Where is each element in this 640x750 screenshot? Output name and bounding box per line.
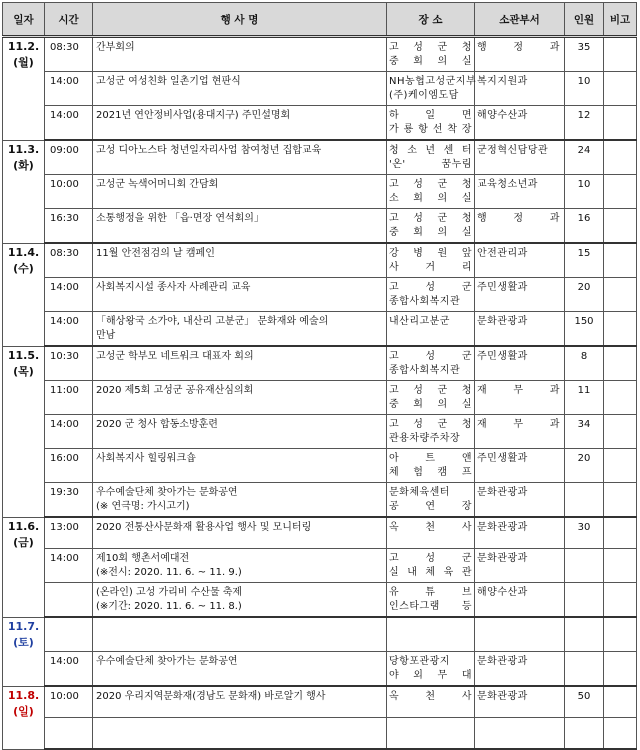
place-cell (387, 209, 475, 244)
dept-cell: 해양수산과 (475, 106, 565, 141)
place-cell-line: 고 성 군 청 (389, 179, 472, 190)
event-cell-line: 2021년 연안정비사업(용대지구) 주민설명회 (96, 110, 291, 121)
time-cell: 14:00 (45, 106, 93, 141)
event-cell-line: 2020 제5회 고성군 공유재산심의회 (96, 385, 254, 396)
count-cell: 8 (565, 346, 604, 381)
place-cell-line: 가 룡 항 선 착 장 (389, 124, 472, 135)
event-cell-line: 사회복지사 힐링워크숍 (96, 453, 196, 464)
time-cell: 10:00 (45, 686, 93, 718)
event-cell (93, 583, 387, 618)
count-cell: 24 (565, 140, 604, 175)
event-cell-line: 고성군 녹색어머니회 간담회 (96, 179, 219, 190)
note-cell (604, 652, 637, 687)
event-cell (93, 278, 387, 312)
note-cell (604, 449, 637, 483)
note-cell (604, 346, 637, 381)
date-cell (3, 37, 45, 141)
dept-cell: 주민생활과 (475, 346, 565, 381)
date-cell (3, 243, 45, 346)
date-line: 11.6. (7, 519, 40, 533)
event-cell (93, 415, 387, 449)
header-event: 행 사 명 (93, 3, 387, 37)
event-cell (93, 72, 387, 106)
event-cell (93, 517, 387, 549)
place-cell (387, 72, 475, 106)
date-line: 11.2. (7, 40, 40, 53)
event-cell (93, 652, 387, 687)
note-cell (604, 243, 637, 278)
count-cell: 15 (565, 243, 604, 278)
place-cell-line: 옥 천 사 (389, 691, 472, 702)
schedule-row (3, 549, 637, 583)
date-line: 11.5. (7, 348, 40, 362)
schedule-row (3, 686, 637, 718)
count-cell (565, 617, 604, 652)
place-cell (387, 175, 475, 209)
count-cell: 12 (565, 106, 604, 141)
count-cell: 50 (565, 686, 604, 718)
dept-cell: 재 무 과 (475, 381, 565, 415)
dept-cell: 문화관광과 (475, 652, 565, 687)
place-cell-line: 체 험 캠 프 (389, 467, 472, 478)
event-cell (93, 312, 387, 347)
event-cell-line: 2020 군 청사 합동소방훈련 (96, 419, 218, 430)
place-cell-line: 중 회 의 실 (389, 56, 472, 67)
note-cell (604, 517, 637, 549)
schedule-row (3, 617, 637, 652)
event-cell-line: 사회복지시설 종사자 사례관리 교육 (96, 282, 251, 293)
date-line: (토) (13, 635, 34, 649)
place-cell-line: 고 성 군 (389, 553, 472, 564)
time-cell: 10:30 (45, 346, 93, 381)
place-cell-line: 당항포관광지 (389, 656, 450, 667)
header-row (3, 3, 637, 37)
dept-cell: 행 정 과 (475, 37, 565, 72)
event-cell-line: 우수예술단체 찾아가는 문화공연 (96, 487, 238, 498)
header-count: 인원 (565, 3, 604, 37)
dept-cell: 주민생활과 (475, 449, 565, 483)
event-cell (93, 37, 387, 72)
event-cell-line: (※전시: 2020. 11. 6. ~ 11. 9.) (96, 567, 242, 578)
place-cell-line: 고 성 군 청 (389, 419, 472, 430)
place-cell-line: 관용차량주차장 (389, 433, 461, 444)
event-cell (93, 209, 387, 244)
schedule-row (3, 72, 637, 106)
count-cell: 150 (565, 312, 604, 347)
event-cell (93, 549, 387, 583)
date-line: 11.8. (7, 688, 40, 702)
note-cell (604, 175, 637, 209)
count-cell: 10 (565, 175, 604, 209)
place-cell (387, 686, 475, 718)
event-cell (93, 686, 387, 718)
place-cell (387, 583, 475, 618)
note-cell (604, 72, 637, 106)
dept-cell: 재 무 과 (475, 415, 565, 449)
header-date: 일자 (3, 3, 45, 37)
date-line: (일) (13, 704, 34, 718)
header-place: 장 소 (387, 3, 475, 37)
header-dept: 소관부서 (475, 3, 565, 37)
dept-cell: 해양수산과 (475, 583, 565, 618)
time-cell: 14:00 (45, 278, 93, 312)
date-cell (3, 517, 45, 617)
place-cell-line: 고 성 군 (389, 282, 472, 293)
time-cell: 16:00 (45, 449, 93, 483)
place-cell-line: 소 회 의 실 (389, 193, 472, 204)
date-line: (월) (13, 56, 34, 69)
event-cell-line: 2020 우리지역문화재(경남도 문화재) 바로알기 행사 (96, 691, 326, 702)
dept-cell: 문화관광과 (475, 549, 565, 583)
event-cell (93, 243, 387, 278)
event-cell-line: 고성 디아노스타 청년일자리사업 참여청년 집합교육 (96, 145, 322, 156)
count-cell: 20 (565, 278, 604, 312)
schedule-row (3, 415, 637, 449)
event-cell-line: 2020 전통산사문화재 활용사업 행사 및 모니터링 (96, 522, 312, 533)
schedule-row (3, 278, 637, 312)
event-cell-line: 「해상왕국 소가야, 내산리 고분군」 문화재와 예술의 (96, 316, 329, 327)
event-cell-line: 11월 안전점검의 날 캠페인 (96, 248, 215, 259)
time-cell: 16:30 (45, 209, 93, 244)
event-cell (93, 106, 387, 141)
schedule-row (3, 140, 637, 175)
schedule-row (3, 175, 637, 209)
place-cell-line: 사 거 리 (389, 262, 472, 273)
dept-cell: 문화관광과 (475, 517, 565, 549)
schedule-row (3, 517, 637, 549)
count-cell: 34 (565, 415, 604, 449)
place-cell-line: 실 내 체 육 관 (389, 567, 472, 578)
time-cell (45, 617, 93, 652)
date-line: (화) (13, 158, 34, 172)
dept-cell: 안전관리과 (475, 243, 565, 278)
place-cell (387, 140, 475, 175)
count-cell: 30 (565, 517, 604, 549)
time-cell: 14:00 (45, 652, 93, 687)
place-cell (387, 517, 475, 549)
schedule-row (3, 243, 637, 278)
place-cell-line: 야 외 무 대 (389, 670, 472, 681)
count-cell (565, 718, 604, 750)
event-cell-line: (※ 연극명: 가시고기) (96, 501, 190, 512)
time-cell: 14:00 (45, 415, 93, 449)
place-cell (387, 243, 475, 278)
place-cell (387, 549, 475, 583)
place-cell (387, 617, 475, 652)
time-cell: 10:00 (45, 175, 93, 209)
schedule-row (3, 37, 637, 72)
count-cell: 10 (565, 72, 604, 106)
place-cell-line: 문화체육센터 (389, 487, 450, 498)
date-cell (3, 346, 45, 517)
dept-cell: 문화관광과 (475, 483, 565, 518)
dept-cell (475, 617, 565, 652)
count-cell (565, 652, 604, 687)
schedule-table (2, 2, 637, 750)
place-cell (387, 106, 475, 141)
count-cell: 16 (565, 209, 604, 244)
place-cell-line: 청 소 년 센 터 (389, 145, 472, 156)
event-cell-line: (온라인) 고성 가리비 수산물 축제 (96, 587, 243, 598)
dept-cell: 주민생활과 (475, 278, 565, 312)
note-cell (604, 549, 637, 583)
time-cell: 19:30 (45, 483, 93, 518)
event-cell (93, 346, 387, 381)
count-cell (565, 483, 604, 518)
place-cell (387, 381, 475, 415)
time-cell: 08:30 (45, 243, 93, 278)
place-cell-line: (주)케이엠도담 (389, 90, 459, 101)
place-cell-line: 고 성 군 (389, 351, 472, 362)
place-cell-line: 옥 천 사 (389, 522, 472, 533)
place-cell (387, 278, 475, 312)
count-cell: 20 (565, 449, 604, 483)
place-cell-line: 공 연 장 (389, 501, 472, 512)
header-time: 시간 (45, 3, 93, 37)
schedule-row (3, 346, 637, 381)
dept-cell (475, 718, 565, 750)
place-cell (387, 312, 475, 347)
date-line: (목) (13, 364, 34, 378)
note-cell (604, 583, 637, 618)
place-cell-line: 유 튜 브 (389, 587, 472, 598)
time-cell: 14:00 (45, 312, 93, 347)
note-cell (604, 209, 637, 244)
time-cell (45, 583, 93, 618)
place-cell (387, 449, 475, 483)
place-cell-line: 중 회 의 실 (389, 399, 472, 410)
note-cell (604, 106, 637, 141)
place-cell-line: 인스타그램 등 (389, 601, 472, 612)
time-cell: 14:00 (45, 549, 93, 583)
count-cell: 11 (565, 381, 604, 415)
event-cell (93, 175, 387, 209)
date-cell (3, 686, 45, 749)
count-cell (565, 583, 604, 618)
count-cell (565, 549, 604, 583)
dept-cell: 교육청소년과 (475, 175, 565, 209)
place-cell-line: '온' 꿈누림 (389, 159, 472, 170)
header-note: 비고 (604, 3, 637, 37)
note-cell (604, 278, 637, 312)
schedule-row (3, 583, 637, 618)
schedule-row (3, 652, 637, 687)
note-cell (604, 718, 637, 750)
note-cell (604, 312, 637, 347)
time-cell (45, 718, 93, 750)
note-cell (604, 381, 637, 415)
note-cell (604, 140, 637, 175)
date-line: 11.3. (7, 142, 40, 156)
place-cell (387, 718, 475, 750)
schedule-row (3, 483, 637, 518)
place-cell (387, 346, 475, 381)
place-cell-line: 아 트 앤 (389, 453, 472, 464)
event-cell-line: 간부회의 (96, 42, 135, 53)
event-cell-line: 고성군 여성친화 일촌기업 현판식 (96, 76, 241, 87)
place-cell (387, 37, 475, 72)
time-cell: 13:00 (45, 517, 93, 549)
event-cell-line: 만남 (96, 330, 116, 341)
time-cell: 08:30 (45, 37, 93, 72)
event-cell (93, 483, 387, 518)
place-cell (387, 415, 475, 449)
time-cell: 14:00 (45, 72, 93, 106)
schedule-row (3, 449, 637, 483)
event-cell (93, 617, 387, 652)
date-line: (금) (13, 535, 34, 549)
place-cell (387, 652, 475, 687)
schedule-row (3, 718, 637, 750)
date-cell (3, 140, 45, 243)
date-line: 11.4. (7, 245, 40, 259)
schedule-row (3, 381, 637, 415)
event-cell (93, 449, 387, 483)
dept-cell: 행 정 과 (475, 209, 565, 244)
note-cell (604, 617, 637, 652)
place-cell-line: 하 일 면 (389, 110, 472, 121)
place-cell-line: 종합사회복지관 (389, 296, 461, 307)
dept-cell: 복지지원과 (475, 72, 565, 106)
note-cell (604, 37, 637, 72)
event-cell (93, 140, 387, 175)
event-cell-line: 소통행정을 위한 「읍·면장 연석회의」 (96, 213, 264, 224)
event-cell (93, 718, 387, 750)
place-cell-line: 종합사회복지관 (389, 365, 461, 376)
event-cell (93, 381, 387, 415)
schedule-row (3, 106, 637, 141)
schedule-row (3, 312, 637, 347)
count-cell: 35 (565, 37, 604, 72)
place-cell-line: 고 성 군 청 (389, 42, 472, 53)
date-line: (수) (13, 261, 34, 275)
place-cell-line: 내산리고분군 (389, 316, 450, 327)
place-cell-line: NH농협고성군지부 (389, 76, 477, 87)
note-cell (604, 415, 637, 449)
date-line: 11.7. (7, 619, 40, 633)
schedule-body (3, 37, 637, 750)
date-cell (3, 617, 45, 686)
event-cell-line: 우수예술단체 찾아가는 문화공연 (96, 656, 238, 667)
place-cell (387, 483, 475, 518)
dept-cell: 문화관광과 (475, 312, 565, 347)
event-cell-line: (※기간: 2020. 11. 6. ~ 11. 8.) (96, 601, 242, 612)
place-cell-line: 중 회 의 실 (389, 227, 472, 238)
place-cell-line: 강 병 원 앞 (389, 248, 472, 259)
schedule-row (3, 209, 637, 244)
time-cell: 09:00 (45, 140, 93, 175)
note-cell (604, 483, 637, 518)
dept-cell: 군정혁신담당관 (475, 140, 565, 175)
dept-cell: 문화관광과 (475, 686, 565, 718)
note-cell (604, 686, 637, 718)
place-cell-line: 고 성 군 청 (389, 213, 472, 224)
event-cell-line: 고성군 학부모 네트워크 대표자 회의 (96, 351, 254, 362)
event-cell-line: 제10회 행촌서예대전 (96, 553, 190, 564)
place-cell-line: 고 성 군 청 (389, 385, 472, 396)
time-cell: 11:00 (45, 381, 93, 415)
